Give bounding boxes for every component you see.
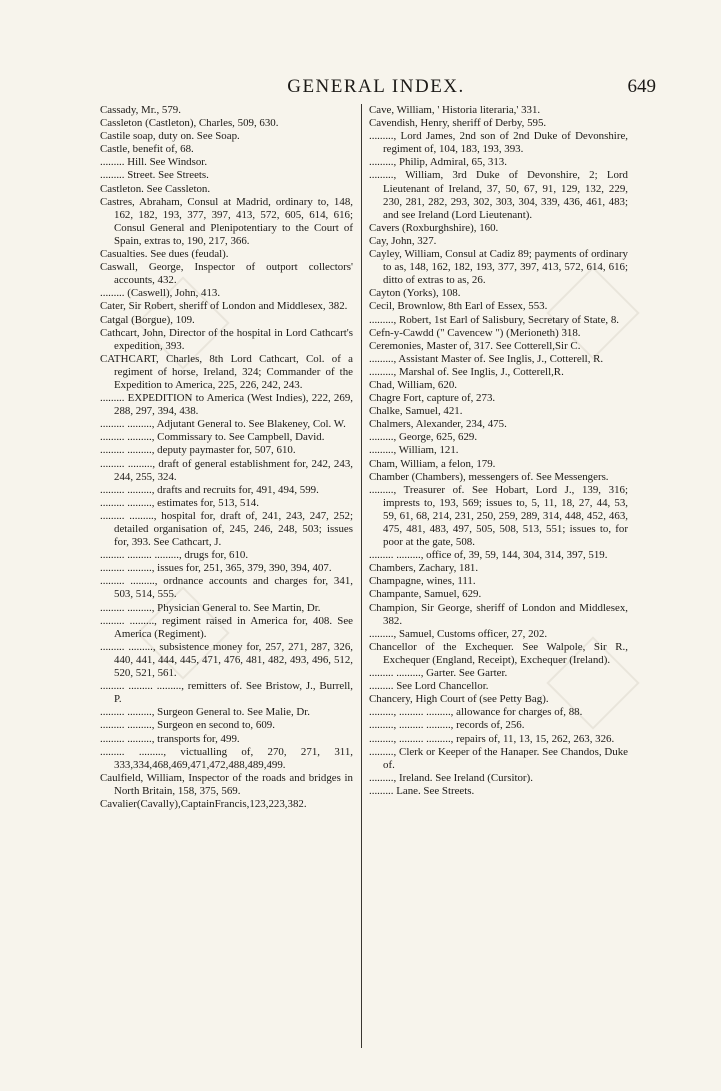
index-entry: ......... ........., deputy paymaster for, 507, 610. <box>100 444 296 457</box>
index-entry: ........., Robert, 1st Earl of Salisbury, Secretary of State, 8. <box>369 313 620 326</box>
index-entry: Champante, Samuel, 629. <box>369 588 482 601</box>
index-entry: ......... ........., regiment raised in America for, 408. See America (Regiment). <box>100 614 353 640</box>
index-entry: ......... ........., victualling of, 270, 271, 311, 333,334,468,469,471,472,488,489,499. <box>100 745 353 771</box>
index-entry: Castleton. See Cassleton. <box>100 182 211 195</box>
index-entry: Cave, William, ' Historia literaria,' 331. <box>369 104 541 116</box>
index-column-left <box>100 104 353 811</box>
index-entry: ......... ........., Garter. See Garter. <box>369 667 508 680</box>
index-entry: Cassady, Mr., 579. <box>100 104 181 116</box>
index-entry: Cater, Sir Robert, sheriff of London and Middlesex, 382. <box>100 300 348 313</box>
index-entry: Chancellor of the Exchequer. See Walpole, Sir R., Exchequer (England, Receipt), Exchequer (Ireland). <box>369 640 628 666</box>
index-entry: ........., George, 625, 629. <box>369 431 478 444</box>
index-entry: Cay, John, 327. <box>369 234 437 247</box>
index-entry: ......... Lane. See Streets. <box>369 784 475 797</box>
index-entry: ........., Samuel, Customs officer, 27, 202. <box>369 627 548 640</box>
index-entry: ......... ......... ........., drugs for, 610. <box>100 549 249 562</box>
index-entry: Castle, benefit of, 68. <box>100 143 194 156</box>
index-entry: Cefn-y-Cawdd (" Cavencew ") (Merioneth) 318. <box>369 326 581 339</box>
page-title: GENERAL INDEX. <box>287 76 465 97</box>
index-entry: ......... ........., subsistence money for, 257, 271, 287, 326, 440, 441, 444, 445, 471, 476, 481, 482, 493, 496, 512, 520, 521, 561. <box>100 640 353 680</box>
index-entry: ......... ........., transports for, 499. <box>100 732 240 745</box>
index-entry: Cavers (Roxburghshire), 160. <box>369 221 499 234</box>
index-entry: ......... ........., draft of general establishment for, 242, 243, 244, 255, 324. <box>100 457 353 483</box>
index-entry: ........., William, 3rd Duke of Devonshire, 2; Lord Lieutenant of Ireland, 37, 50, 67, 91, 129, 132, 229, 230, 281, 282, 293, 302, 303, 304, 339, 436, 461, 483; and see Ireland (Lord Lieutenant). <box>369 169 628 221</box>
index-entry: ........., William, 121. <box>369 444 459 457</box>
index-entry: Cayley, William, Consul at Cadiz 89; payments of ordinary to as, 148, 162, 182, 193, 377, 397, 413, 572, 614, 616; ditto of extras to as, 26. <box>369 248 628 287</box>
index-entry: Chalke, Samuel, 421. <box>369 405 463 418</box>
index-entry: ........., ......... ........., records of, 256. <box>369 719 525 732</box>
index-entry: ......... See Lord Chancellor. <box>369 680 489 693</box>
index-entry: Cayton (Yorks), 108. <box>369 287 461 300</box>
index-entry: Cathcart, John, Director of the hospital in Lord Cathcart's expedition, 393. <box>100 326 353 352</box>
index-entry: ........., Treasurer of. See Hobart, Lord J., 139, 316; imprests to, 193, 569; issues to, 5, 11, 18, 27, 44, 53, 59, 61, 68, 214, 231, 250, 259, 289, 314, 448, 452, 463, 475, 481, 483, 497, 505, 508, 513, 551; issues to, for poor at the gate, 508. <box>369 483 628 549</box>
index-entry: ........., ......... ........., repairs of, 11, 13, 15, 262, 263, 326. <box>369 732 615 745</box>
index-column-right <box>369 104 628 798</box>
index-entry: Cavalier(Cavally),CaptainFrancis,123,223,382. <box>100 797 307 810</box>
page-number: 649 <box>627 76 656 97</box>
index-entry: ......... Hill. See Windsor. <box>100 156 208 169</box>
index-entry: ......... ........., Commissary to. See Campbell, David. <box>100 431 325 444</box>
index-entry: ......... ........., estimates for, 513, 514. <box>100 496 259 509</box>
index-entry: ......... ........., issues for, 251, 365, 379, 390, 394, 407. <box>100 562 332 575</box>
index-entry: ........., Philip, Admiral, 65, 313. <box>369 156 507 169</box>
index-entry: ......... ........., ordnance accounts and charges for, 341, 503, 514, 555. <box>100 575 353 601</box>
index-entry: ......... ........., Physician General to. See Martin, Dr. <box>100 601 321 614</box>
index-entry: ......... (Caswell), John, 413. <box>100 287 221 300</box>
index-entry: ......... ........., Surgeon General to. See Malie, Dr. <box>100 706 311 719</box>
index-entry: ........., Ireland. See Ireland (Cursitor). <box>369 771 533 784</box>
index-entry: Cavendish, Henry, sheriff of Derby, 595. <box>369 117 547 130</box>
index-entry: ......... EXPEDITION to America (West Indies), 222, 269, 288, 297, 394, 438. <box>100 392 353 418</box>
index-entry: Ceremonies, Master of, 317. See Cotterell,Sir C. <box>369 339 581 352</box>
index-entry: Chambers, Zachary, 181. <box>369 562 479 575</box>
index-entry: ......... ........., hospital for, draft of, 241, 243, 247, 252; detailed organisation of, 245, 246, 248, 503; issues for, 393. See Cathcart, J. <box>100 509 353 549</box>
index-entry: CATHCART, Charles, 8th Lord Cathcart, Col. of a regiment of horse, Ireland, 324; Commander of the Expedition to America, 225, 226, 242, 243. <box>100 352 353 391</box>
index-entry: Chagre Fort, capture of, 273. <box>369 392 496 405</box>
index-entry: ........., ......... ........., allowance for charges of, 88. <box>369 706 583 719</box>
index-entry: Catgal (Borgue), 109. <box>100 313 195 326</box>
index-entry: Chad, William, 620. <box>369 378 457 391</box>
index-entry: ......... ......... ........., remitters of. See Bristow, J., Burrell, P. <box>100 680 353 706</box>
index-entry: Champion, Sir George, sheriff of London and Middlesex, 382. <box>369 601 628 627</box>
column-divider <box>361 104 362 1048</box>
index-entry: Chalmers, Alexander, 234, 475. <box>369 418 507 431</box>
index-entry: Cassleton (Castleton), Charles, 509, 630. <box>100 117 279 130</box>
index-entry: ........., Clerk or Keeper of the Hanaper. See Chandos, Duke of. <box>369 745 628 771</box>
page-header <box>96 76 656 98</box>
index-entry: Chamber (Chambers), messengers of. See Messengers. <box>369 470 609 483</box>
index-entry: ......... ........., drafts and recruits for, 491, 494, 599. <box>100 483 319 496</box>
index-entry: Caulfield, William, Inspector of the roads and bridges in North Britain, 158, 375, 569. <box>100 771 353 797</box>
index-entry: ......... ........., Adjutant General to. See Blakeney, Col. W. <box>100 418 346 431</box>
index-entry: Casualties. See dues (feudal). <box>100 248 229 261</box>
index-entry: Caswall, George, Inspector of outport collectors' accounts, 432. <box>100 261 353 287</box>
index-entry: Castres, Abraham, Consul at Madrid, ordinary to, 148, 162, 182, 193, 377, 397, 413, 572, 605, 614, 616; Consul General and Plenipotentiary to the Court of Spain, extras to, 190, 217, 366. <box>100 195 353 247</box>
index-entry: Champagne, wines, 111. <box>369 575 476 588</box>
index-entry: Cham, William, a felon, 179. <box>369 457 496 470</box>
index-entry: ........., Assistant Master of. See Inglis, J., Cotterell, R. <box>369 352 604 365</box>
index-entry: ........., Lord James, 2nd son of 2nd Duke of Devonshire, regiment of, 104, 183, 193, 393. <box>369 130 628 156</box>
index-entry: ......... ........., Surgeon en second to, 609. <box>100 719 275 732</box>
index-entry: ......... ........., office of, 39, 59, 144, 304, 314, 397, 519. <box>369 549 608 562</box>
index-entry: ........., Marshal of. See Inglis, J., Cotterell,R. <box>369 365 564 378</box>
index-entry: ......... Street. See Streets. <box>100 169 209 182</box>
index-entry: Cecil, Brownlow, 8th Earl of Essex, 553. <box>369 300 548 313</box>
index-entry: Chancery, High Court of (see Petty Bag). <box>369 693 549 706</box>
index-entry: Castile soap, duty on. See Soap. <box>100 130 240 143</box>
